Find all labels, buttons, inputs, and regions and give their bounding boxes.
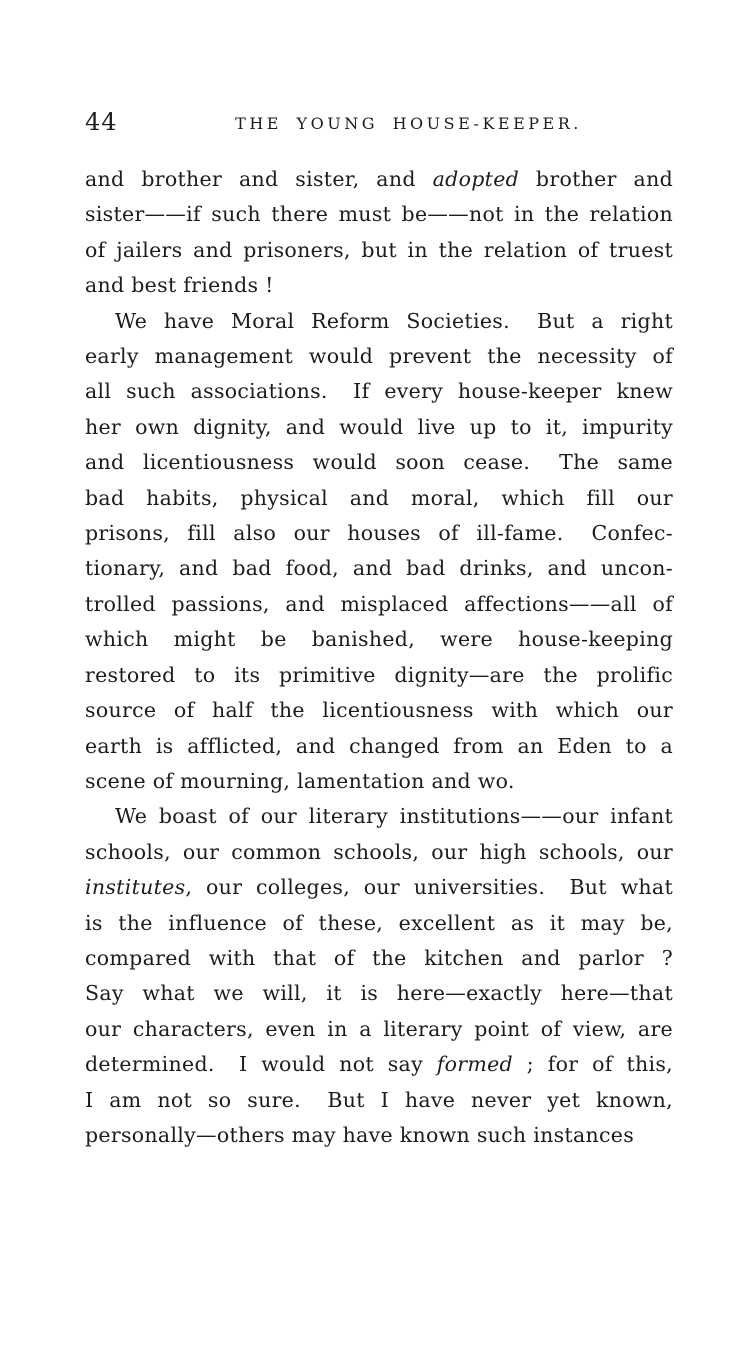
text-segment: and licentiousness would soon cease. The same [85,450,673,475]
text-segment: brother and [519,167,673,191]
text-segment: tionary, and bad food, and bad drinks, and uncon- [85,556,673,581]
text-segment: scene of mourning, lamentation and wo. [85,768,515,793]
text-segment: compared with that of the kitchen and parlor ? [85,945,673,970]
text-line [85,1012,673,1047]
text-segment: restored to its primitive dignity—are the prolific [85,662,673,687]
text-line [85,197,673,232]
text-line [85,304,673,339]
text-line [85,162,673,197]
italic-text: adopted [432,167,520,191]
text-line [85,658,673,693]
text-line [85,693,673,728]
text-line [85,1118,673,1153]
text-line [85,1083,673,1118]
page-header [85,108,672,138]
page-number: 44 [85,108,118,136]
text-line [85,233,673,268]
text-segment: I am not so sure. But I have never yet known, [85,1087,673,1112]
text-line [85,551,673,586]
italic-text: formed [436,1052,513,1077]
italic-text: institutes [85,875,186,900]
text-segment: our characters, even in a literary point of view, are [85,1016,673,1041]
text-segment: of jailers and prisoners, but in the relation of truest [85,237,673,262]
text-segment: schools, our common schools, our high schools, our [85,839,673,864]
text-segment: personally—others may have known such instances [85,1122,635,1147]
text-block [85,162,673,1153]
text-segment: ; for of this, [512,1052,673,1077]
text-line [85,764,673,799]
text-segment: trolled passions, and misplaced affections——all of [85,591,673,616]
paragraph [85,304,673,800]
text-line [85,622,673,657]
paragraph [85,799,673,1153]
text-segment: sister——if such there must be——not in the relation [85,202,673,227]
text-segment: prisons, fill also our houses of ill-fame. Confec- [85,521,673,546]
text-line [85,516,673,551]
text-segment: We have Moral Reform Societies. But a right [115,308,673,333]
text-line [85,799,673,834]
text-line [85,445,673,480]
text-line [85,268,673,303]
paragraph [85,162,673,304]
text-segment: is the influence of these, excellent as it may be, [85,910,673,935]
text-segment: We boast of our literary institutions——our infant [115,804,673,829]
text-segment: her own dignity, and would live up to it, impurity [85,414,673,439]
text-segment: source of half the licentiousness with which our [85,698,673,723]
text-line [85,729,673,764]
text-line [85,835,673,870]
text-line [85,339,673,374]
text-segment: and brother and sister, and [85,167,433,191]
text-line [85,410,673,445]
text-line [85,481,673,516]
running-head: THE YOUNG HOUSE-KEEPER. [235,114,582,133]
text-line [85,870,673,905]
text-segment: earth is afflicted, and changed from an Eden to a [85,733,673,758]
text-segment: , our colleges, our universities. But what [185,875,673,900]
text-line [85,941,673,976]
text-line [85,587,673,622]
text-line [85,906,673,941]
text-segment: early management would prevent the necessity of [85,344,673,369]
text-line [85,976,673,1011]
text-segment: which might be banished, were house-keeping [85,627,673,652]
text-segment: Say what we will, it is here—exactly here—that [85,981,673,1006]
text-segment: and best friends ! [85,273,274,298]
text-line [85,374,673,409]
text-segment: bad habits, physical and moral, which fill our [85,485,673,510]
text-segment: determined. I would not say [85,1052,437,1077]
text-segment: all such associations. If every house-keeper knew [85,379,673,404]
text-line [85,1047,673,1082]
